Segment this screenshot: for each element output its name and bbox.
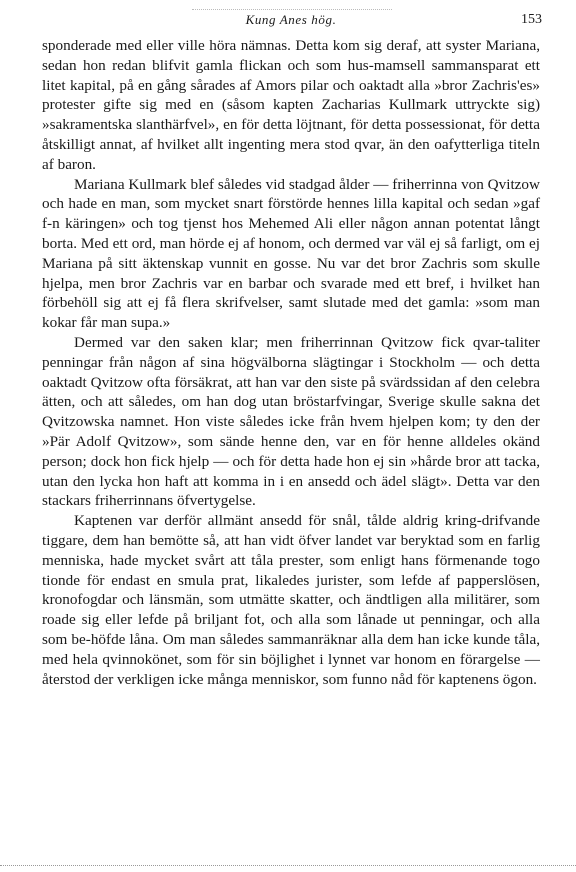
page-header xyxy=(42,8,540,30)
paragraph-continuation: sponderade med eller ville höra nämnas. Detta kom sig deraf, att syster Mariana, sedan hon redan blifvit gamla flickan och som hus-mamsell sammansparat ett litet kapital, på en gång sårades af Amors pilar och oaktadt alla »bror Zachris'es» protester gifte sig med en (såsom kapten Zacharias Kullmark uttryckte sig) »sakramentska slanthärfvel», en för detta löjtnant, för detta possessionat, för detta åtskilligt annat, af hvilket allt ingenting mera stod qvar, än den oafytterliga titeln af baron. xyxy=(42,37,540,173)
body-text xyxy=(42,36,540,689)
page-number: 153 xyxy=(521,12,542,27)
paragraph: Kaptenen var derför allmänt ansedd för snål, tålde aldrig kring-drifvande tiggare, dem han bemötte så, att han vidt öfver landet var beryktad som en farlig menniska, hade mycket svårt att tåla prester, som enligt hans förmenande togo tionde för endast en smula prat, likaledes jurister, som lefde af papperslösen, kronofogdar och länsmän, som utmätte skatter, och ändtligen alla militärer, som roade sig eller lefde på briljant fot, och alla som lånade ut penningar, och alla som be-höfde låna. Om man således sammanräknar alla dem han icke kunde tåla, med hela qvinnokönet, som för sin böjlighet i lynnet var honom en förargelse — återstod der verkligen icke många menniskor, som funno nåd för kaptenens ögon. xyxy=(42,512,540,688)
running-title: Kung Anes hög. xyxy=(245,12,337,27)
paragraph: Mariana Kullmark blef således vid stadgad ålder — friherrinna von Qvitzow och hade en man, som mycket snart förstörde hennes lilla kapital och sedan »gaf f-n käringen» och tog tjenst hos Mehemed Ali eller någon annan potentat långt borta. Med ett ord, man hörde ej af honom, och dermed var väl ej så farligt, om ej Mariana på sitt äktenskap vunnit en gosse. Nu var det bror Zachris som skulle hjelpa, men bror Zachris var en barbar och svarade med ett bref, i hvilket han förbehöll sig att ej få flera skrifvelser, samt slutade med det gamla: »som man kokar får man supa.» xyxy=(42,175,540,332)
footer-rule xyxy=(0,865,576,866)
header-rule xyxy=(192,9,392,10)
paragraph: Dermed var den saken klar; men friherrinnan Qvitzow fick qvar-taliter penningar från någon af sina högvälborna slägtingar i Stockholm — och detta oaktadt Qvitzow ofta försäkrat, att han var den siste på svärdssidan af den celebra ätten, och att således, om han dog utan bröstarfvingar, Sverige skulle sakna det Qvitzowska namnet. Hon viste således icke från hvem hjelpen kom; ty den der »Pär Adolf Qvitzow», som sände henne den, var en för henne alldeles okänd person; dock hon fick hjelp — och för detta hade hon ej sin »hårde bror att tacka, utan den lycka hon haft att komma in i en ansedd och ädel slägt». Detta var den stackars friherrinnans öfvertygelse. xyxy=(42,333,540,510)
